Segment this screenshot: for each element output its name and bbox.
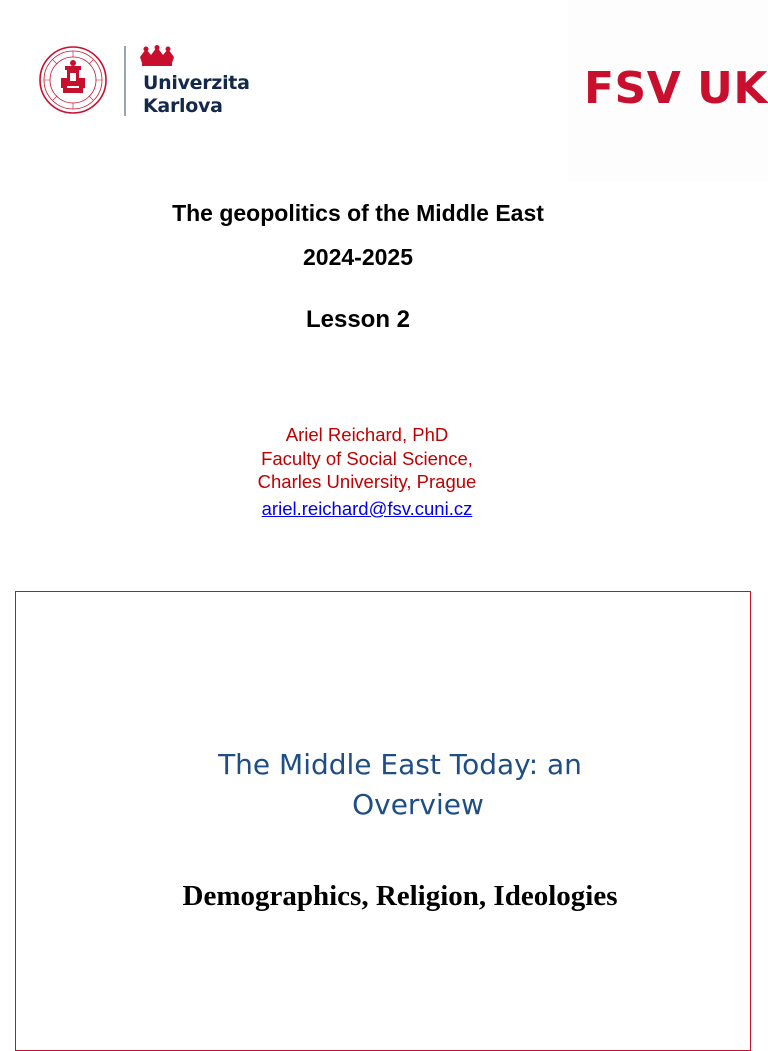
slide-title-line2: Overview (352, 788, 484, 821)
author-block (0, 423, 734, 494)
email-link[interactable]: ariel.reichard@fsv.cuni.cz (261, 498, 473, 519)
university-name-line1: Univerzita (143, 72, 250, 94)
faculty-logo: FSV UK (584, 63, 768, 114)
university-name-line2: Karlova (143, 95, 223, 117)
author-faculty: Faculty of Social Science, (261, 447, 473, 469)
slide-title-line1: The Middle East Today: an (218, 748, 582, 781)
slide-title (0, 745, 768, 825)
logo-divider (124, 46, 126, 116)
crown-icon (138, 45, 176, 67)
author-name: Ariel Reichard, PhD (285, 424, 449, 445)
email-line (0, 497, 734, 520)
university-name (143, 72, 250, 118)
academic-year: 2024-2025 (303, 244, 413, 270)
course-title: The geopolitics of the Middle East (172, 200, 544, 226)
author-university: Charles University, Prague (257, 471, 477, 492)
slide-subtitle: Demographics, Religion, Ideologies (182, 880, 618, 912)
charles-university-seal-icon (39, 46, 107, 114)
lesson-number: Lesson 2 (305, 306, 411, 333)
